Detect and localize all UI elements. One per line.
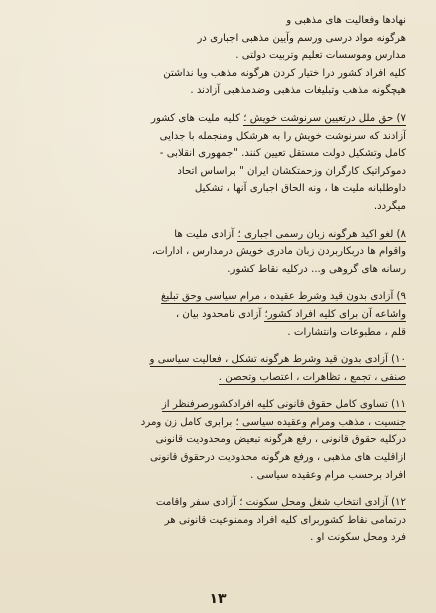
demand-line: [20, 110, 406, 128]
demand-line: [20, 369, 406, 387]
line-remainder: کلیه ملیت های کشور: [151, 112, 244, 124]
demand-item: [20, 288, 406, 341]
line-remainder: آزادی ملیت ها: [174, 228, 238, 240]
underlined-heading: جنسیت ، مذهب ومرام وعقیده سیاسی ؛: [235, 416, 406, 428]
demand-item: [20, 494, 406, 547]
intro-line: نهادها وفعالیت های مذهبی و: [286, 15, 406, 26]
underlined-text: صنفی ، تجمع ، تظاهرات ، اعتصاب وتحصن .: [218, 371, 406, 383]
underlined-text: ۱۰) آزادی بدون قید وشرط هرگونه تشکل ، فعالیت سیاسی و: [149, 354, 406, 366]
line-remainder: آزادی نامحدود بیان ،: [175, 308, 265, 320]
intro-line: کلیه افراد کشور درا ختیار کردن هرگونه مذهب ویا نداشتن: [163, 67, 406, 79]
underlined-heading: ۸) لغو اکید هرگونه زبان رسمی اجباری ؛: [237, 228, 406, 240]
demand-item: [20, 226, 406, 279]
underlined-text: ۱۱) تساوی کامل حقوق قانونی کلیه افرادکشورصرفنظر از: [161, 399, 406, 411]
line-remainder: آزادی سفر واقامت: [155, 497, 240, 509]
intro-paragraph: [20, 12, 406, 100]
demand-line: [20, 351, 406, 369]
demand-item: [20, 396, 406, 484]
line-remainder: برابری کامل زن ومرد: [140, 416, 236, 428]
demand-line: [20, 396, 406, 414]
demand-line: افراد برحسب مرام وعقیده سیاسی .: [250, 469, 406, 481]
page-number: ۱۳: [209, 591, 227, 607]
underlined-text: ۹) آزادی بدون قید وشرط عقیده ، مرام سیاسی وحق تبلیغ: [160, 291, 406, 303]
demand-item: [20, 110, 406, 216]
demand-line: [20, 414, 406, 432]
intro-line: هرگونه مواد درسی ورسم وآیین مذهبی اجباری در: [197, 32, 406, 44]
demand-line: رسانه های گروهی و... درکلیه نقاط کشور.: [227, 263, 406, 275]
demand-line: درکلیه حقوق قانونی ، رفع هرگونه تبعیض ومحدودیت قانونی: [155, 434, 406, 446]
demand-item: [20, 351, 406, 386]
demand-line: فرد ومحل سکونت او .: [310, 532, 406, 544]
underlined-heading: ۷) حق ملل درتعیین سرنوشت خویش ؛: [243, 112, 406, 124]
demands-list: [20, 110, 406, 547]
demand-line: ازاقلیت های مذهبی ، ورفع هرگونه محدودیت درحقوق قانونی: [150, 452, 406, 464]
intro-line: هیچگونه مذهب وتبلیغات مذهبی وضدمذهبی آزادند .: [190, 85, 406, 97]
underlined-heading: واشاعه آن برای کلیه افراد کشور؛: [264, 308, 406, 320]
demand-line: [20, 494, 406, 512]
demand-line: [20, 226, 406, 244]
intro-line: مدارس وموسسات تعلیم وتربیت دولتی .: [235, 50, 406, 62]
demand-line: قلم ، مطبوعات وانتشارات .: [287, 326, 406, 338]
demand-line: واقوام ها دربکاربردن زبان مادری خویش درمدارس ، ادارات،: [151, 246, 406, 258]
demand-line: [20, 288, 406, 306]
demand-line: درتمامی نقاط کشوربرای کلیه افراد وممنوعیت قانونی هر: [164, 514, 406, 526]
demand-line: [20, 306, 406, 324]
demand-line: کامل وتشکیل دولت مستقل تعیین کنند. "جمهوری انقلابی -: [159, 148, 406, 160]
demand-line: میگردد.: [373, 200, 406, 212]
demand-line: دموکراتیک کارگران وزحمتکشان ایران " براساس اتحاد: [177, 165, 406, 177]
demand-line: داوطلبانه ملیت ها ، ونه الحاق اجباری آنها ، تشکیل: [194, 183, 406, 195]
underlined-heading: ۱۲) آزادی انتخاب شغل ومحل سکونت ؛: [239, 497, 406, 509]
demand-line: آزادند که سرنوشت خویش را به هرشکل ومنجمله با جدایی: [159, 130, 406, 142]
